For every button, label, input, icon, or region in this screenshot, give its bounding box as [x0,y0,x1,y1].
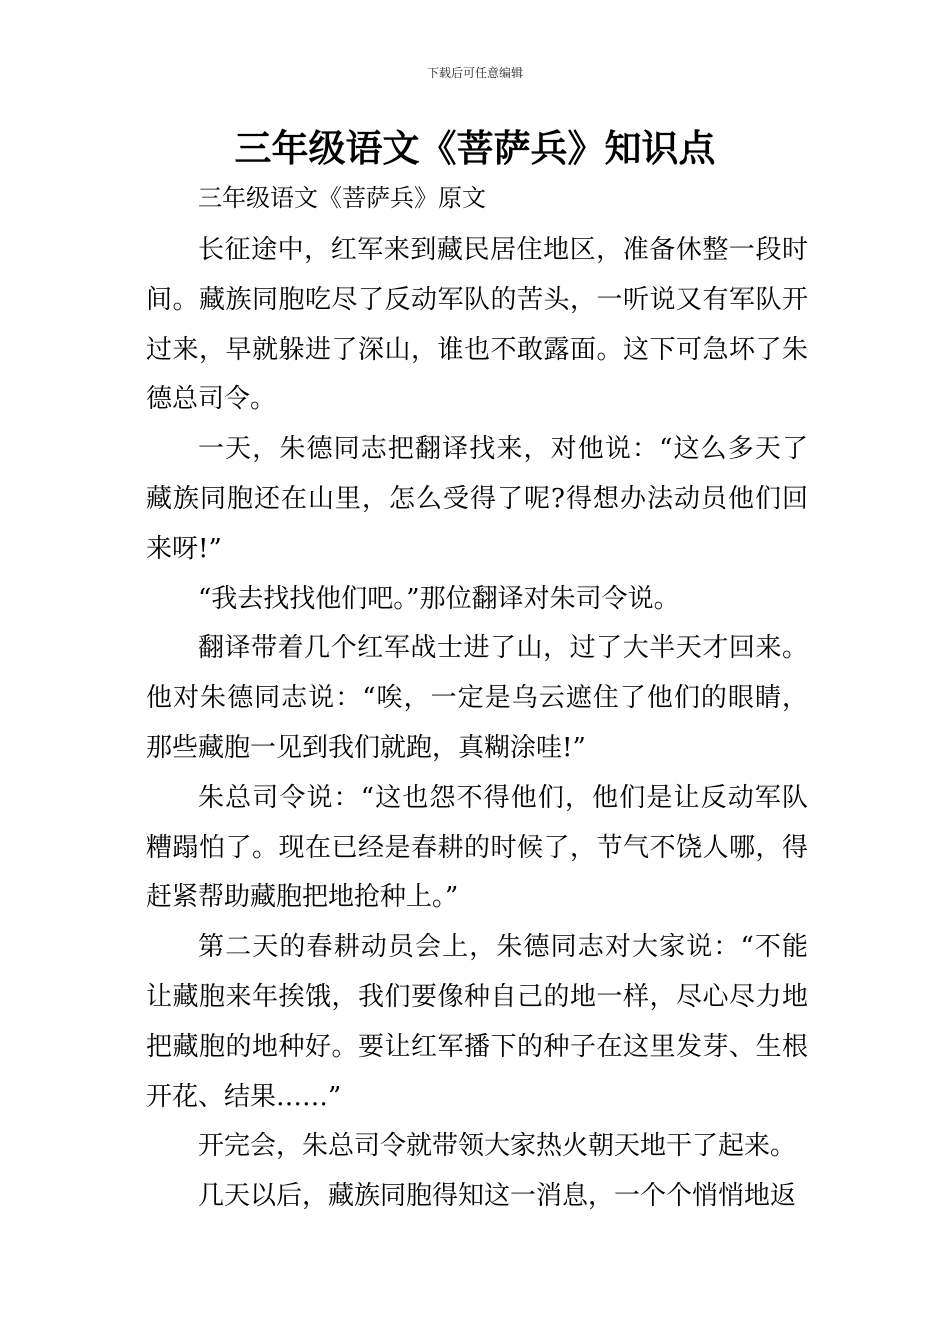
paragraph: 朱总司令说：“这也怨不得他们，他们是让反动军队糟蹋怕了。现在已经是春耕的时候了，节气不饶人哪，得赶紧帮助藏胞把地抢种上。” [146,782,808,913]
paragraph: 长征途中，红军来到藏民居住地区，准备休整一段时间。藏族同胞吃尽了反动军队的苦头，一听说又有军队开过来，早就躲进了深山，谁也不敢露面。这下可急坏了朱德总司令。 [146,235,808,415]
paragraph: 几天以后，藏族同胞得知这一消息，一个个悄悄地返 [198,1181,797,1212]
paragraph: 第二天的春耕动员会上，朱德同志对大家说：“不能让藏胞来年挨饿，我们要像种自己的地一样，尽心尽力地把藏胞的地种好。要让红军播下的种子在这里发芽、生根开花、结果……” [146,932,808,1112]
paragraph: “我去找找他们吧。”那位翻译对朱司令说。 [198,583,680,614]
section-subtitle: 三年级语文《菩萨兵》原文 [198,184,486,212]
document-body [146,176,808,1222]
paragraph: 一天，朱德同志把翻译找来，对他说：“这么多天了藏族同胞还在山里，怎么受得了呢?得想办法动员他们回来呀!” [146,434,808,564]
paragraph: 翻译带着几个红军战士进了山，过了大半天才回来。他对朱德同志说：“唉，一定是乌云遮住了他们的眼睛，那些藏胞一见到我们就跑，真糊涂哇!” [146,633,808,763]
paragraph: 开完会，朱总司令就带领大家热火朝天地干了起来。 [198,1131,797,1162]
document-title: 三年级语文《菩萨兵》知识点 [234,127,716,170]
page-header-note: 下载后可任意编辑 [426,66,523,80]
